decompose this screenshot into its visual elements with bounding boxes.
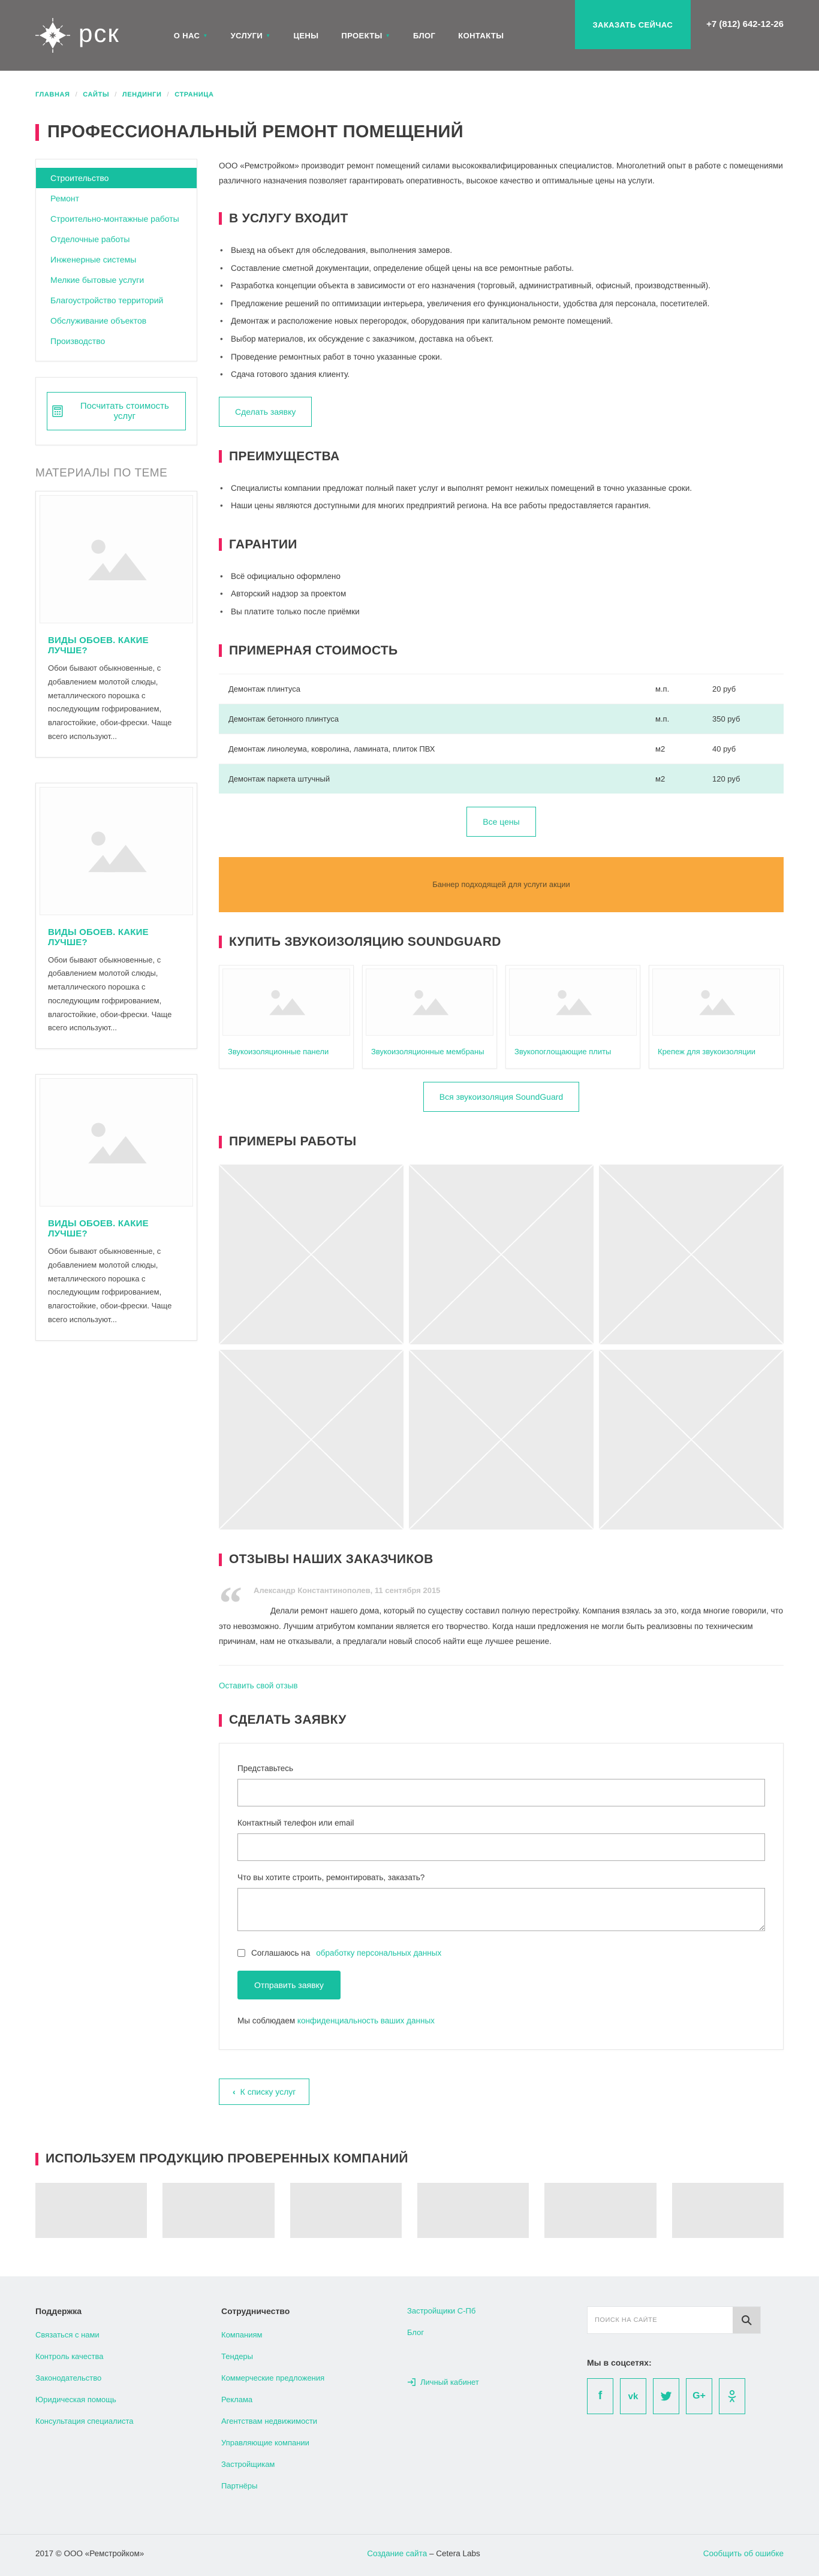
product-card[interactable]: [362, 965, 497, 1069]
bullet-item: • Проведение ремонтных работ в точно указанные сроки.: [219, 348, 784, 366]
snowflake-logo-icon: [35, 18, 70, 53]
testimonial-text: Делали ремонт нашего дома, который по существу составил полную перестройку. Компания взялась за это, когда многие говорили, что это невозможно. Лучшим атрибутом компании является его творчество. Когда наши предложения не могли быть реализовны по техническим причинам, нам не отказывали, а предлагали новый способ найти еще лучшее решение.: [219, 1606, 784, 1646]
price-name: Демонтаж линолеума, ковролина, ламината, плиток ПВХ: [228, 744, 435, 753]
back-to-services-button[interactable]: ‹ К списку услуг: [219, 2079, 309, 2105]
gallery-image-placeholder[interactable]: [599, 1165, 784, 1344]
price-value: 350 руб: [712, 714, 740, 723]
social-heading: Мы в соцсетях:: [587, 2358, 652, 2368]
search-input[interactable]: [588, 2307, 733, 2333]
footer-extra-column: [407, 2306, 587, 2503]
materials-heading: МАТЕРИАЛЫ ПО ТЕМЕ: [35, 467, 168, 479]
product-card[interactable]: [219, 965, 354, 1069]
sidebar-item-maintenance[interactable]: Обслуживание объектов: [50, 316, 147, 325]
footer-link-commercial-offers[interactable]: Коммерческие предложения: [221, 2373, 325, 2383]
section-advantages: ПРЕИМУЩЕСТВА: [219, 450, 784, 464]
partner-logo-placeholder: [290, 2183, 402, 2238]
sidebar-item-repair[interactable]: Ремонт: [50, 194, 80, 203]
image-placeholder-icon: [77, 532, 155, 587]
price-value: 20 руб: [712, 684, 736, 693]
price-unit: м.п.: [655, 684, 670, 693]
nav-blog[interactable]: БЛОГ: [413, 31, 436, 40]
soundguard-products: [219, 965, 784, 1069]
article-title-link[interactable]: ВИДЫ ОБОЕВ. КАКИЕ ЛУЧШЕ?: [48, 635, 149, 656]
message-field[interactable]: [237, 1888, 765, 1931]
privacy-link[interactable]: конфиденциальность ваших данных: [297, 2016, 435, 2026]
site-header: [0, 0, 819, 71]
article-card[interactable]: [35, 1074, 197, 1341]
price-table: [219, 674, 784, 794]
article-title-link[interactable]: ВИДЫ ОБОЕВ. КАКИЕ ЛУЧШЕ?: [48, 927, 149, 948]
gallery-image-placeholder[interactable]: [409, 1350, 594, 1530]
testimonial: [219, 1582, 784, 1666]
footer-link-developers[interactable]: Застройщикам: [221, 2460, 275, 2469]
section-soundguard: КУПИТЬ ЗВУКОИЗОЛЯЦИЮ SOUNDGUARD: [219, 935, 784, 949]
quote-icon: “: [219, 1582, 242, 1609]
price-value: 120 руб: [712, 774, 740, 783]
sidebar-item-finishing-works[interactable]: Отделочные работы: [50, 234, 130, 244]
section-work-examples: ПРИМЕРЫ РАБОТЫ: [219, 1135, 784, 1149]
gallery-image-placeholder[interactable]: [599, 1350, 784, 1530]
price-name: Демонтаж паркета штучный: [228, 774, 330, 783]
footer-link-blog[interactable]: Блог: [407, 2328, 424, 2337]
footer-link-legal-help[interactable]: Юридическая помощь: [35, 2395, 116, 2405]
partner-logo-placeholder: [417, 2183, 529, 2238]
main-nav: [174, 31, 504, 40]
footer-link-companies[interactable]: Компаниям: [221, 2330, 263, 2340]
section-partners: ИСПОЛЬЗУЕМ ПРОДУКЦИЮ ПРОВЕРЕННЫХ КОМПАНИЙ: [35, 2152, 784, 2166]
bullet-item: • Выезд на объект для обследования, выполнения замеров.: [219, 242, 784, 260]
section-reviews: ОТЗЫВЫ НАШИХ ЗАКАЗЧИКОВ: [219, 1552, 784, 1567]
calculator-box: [35, 377, 197, 445]
title-accent-bar: [219, 644, 222, 657]
article-card[interactable]: [35, 783, 197, 1049]
bullet-item: • Наши цены являются доступными для многих предприятий региона. На все работы предоставляется гарантия.: [219, 497, 784, 515]
report-error-link[interactable]: Сообщить об ошибке: [703, 2549, 784, 2559]
article-image-placeholder: [40, 787, 193, 915]
name-field[interactable]: [237, 1779, 765, 1806]
breadcrumb-landings[interactable]: ЛЕНДИНГИ: [122, 91, 162, 98]
title-accent-bar: [219, 538, 222, 551]
chevron-left-icon: ‹: [233, 2087, 236, 2097]
nav-projects[interactable]: ПРОЕКТЫ ▼: [341, 31, 391, 40]
breadcrumb-separator: /: [167, 91, 170, 98]
main-content: [219, 159, 784, 2105]
article-excerpt: Обои бывают обыкновенные, с добавлением молотой слюды, металлического порошка с последующим гофрированием, влагостойкие, обои-фрески. Чаще всего используют...: [48, 663, 172, 741]
partner-logo-placeholder: [544, 2183, 656, 2238]
table-row: [219, 674, 784, 704]
work-examples-gallery: [219, 1165, 784, 1530]
logo-text: рск: [79, 19, 120, 47]
partner-logos: [35, 2183, 784, 2238]
breadcrumb-sites[interactable]: САЙТЫ: [83, 91, 110, 98]
sidebar-item-landscaping[interactable]: Благоустройство территорий: [50, 295, 164, 305]
image-placeholder-icon: [263, 985, 311, 1019]
guarantees-list: [219, 568, 784, 621]
price-unit: м2: [655, 774, 666, 783]
gallery-image-placeholder[interactable]: [409, 1165, 594, 1344]
title-accent-bar: [219, 1714, 222, 1727]
message-label: Что вы хотите строить, ремонтировать, заказать?: [237, 1873, 425, 1883]
nav-services[interactable]: УСЛУГИ ▼: [230, 31, 271, 40]
testimonial-author: Александр Константинополев, 11 сентября 2015: [254, 1586, 441, 1595]
partner-logo-placeholder: [162, 2183, 274, 2238]
footer-link-real-estate-agencies[interactable]: Агентствам недвижимости: [221, 2417, 318, 2426]
sidebar-item-assembly-works[interactable]: Строительно-монтажные работы: [50, 214, 179, 224]
bullet-item: • Разработка концепции объекта в зависимости от его назначения (торговый, административный, офисный, производственный).: [219, 277, 784, 295]
ok-person: [727, 2390, 737, 2403]
article-card[interactable]: [35, 491, 197, 758]
partner-logo-placeholder: [35, 2183, 147, 2238]
sidebar-item-household-services[interactable]: Мелкие бытовые услуги: [50, 275, 144, 285]
logo[interactable]: [35, 18, 120, 53]
title-accent-bar: [219, 450, 222, 463]
bullet-item: • Демонтаж и расположение новых перегородок, оборудования при капитальном ремонте помещений.: [219, 312, 784, 330]
product-image-placeholder: [652, 969, 780, 1036]
gallery-image-placeholder[interactable]: [219, 1165, 404, 1344]
product-card[interactable]: [649, 965, 784, 1069]
price-value: 40 руб: [712, 744, 736, 753]
footer-link-tenders[interactable]: Тендеры: [221, 2352, 254, 2361]
article-image-placeholder: [40, 495, 193, 623]
gallery-image-placeholder[interactable]: [219, 1350, 404, 1530]
all-soundguard-button[interactable]: Вся звукоизоляция SoundGuard: [423, 1082, 579, 1112]
partner-logo-placeholder: [672, 2183, 784, 2238]
nav-contacts[interactable]: КОНТАКТЫ: [458, 31, 504, 40]
contact-label: Контактный телефон или email: [237, 1818, 354, 1828]
footer-link-legislation[interactable]: Законодательство: [35, 2373, 102, 2383]
product-image-placeholder: [366, 969, 493, 1036]
twitter-icon[interactable]: [653, 2378, 679, 2414]
image-placeholder-icon: [549, 985, 597, 1019]
chevron-down-icon: ▼: [203, 32, 208, 38]
site-credits: [367, 2549, 480, 2558]
privacy-text: Мы соблюдаем: [237, 2016, 296, 2026]
footer-heading: Поддержка: [35, 2306, 82, 2316]
table-row: [219, 764, 784, 794]
chevron-down-icon: ▼: [266, 32, 271, 38]
bullet-item: • Вы платите только после приёмки: [219, 603, 784, 621]
search-button[interactable]: [733, 2307, 760, 2333]
footer-search-column: [587, 2306, 784, 2503]
page-title: ПРОФЕССИОНАЛЬНЫЙ РЕМОНТ ПОМЕЩЕНИЙ: [35, 122, 784, 142]
footer-link-partners[interactable]: Партнёры: [221, 2481, 258, 2491]
consent-checkbox[interactable]: [237, 1949, 245, 1957]
sidebar-item-construction[interactable]: Строительство: [36, 168, 197, 188]
price-name: Демонтаж бетонного плинтуса: [228, 714, 339, 723]
site-footer: [0, 2276, 819, 2576]
product-card[interactable]: [505, 965, 640, 1069]
facebook-icon[interactable]: f: [587, 2378, 613, 2414]
price-unit: м2: [655, 744, 666, 753]
site-search: [587, 2306, 761, 2334]
table-row: [219, 704, 784, 734]
article-image-placeholder: [40, 1078, 193, 1206]
order-now-button[interactable]: ЗАКАЗАТЬ СЕЙЧАС: [575, 0, 691, 49]
product-image-placeholder: [222, 969, 350, 1036]
section-services-included: В УСЛУГУ ВХОДИТ: [219, 212, 784, 226]
personal-account-link[interactable]: Личный кабинет: [407, 2378, 479, 2387]
report-error: [703, 2549, 784, 2558]
site-credits-text: – Cetera Labs: [429, 2549, 480, 2559]
footer-support-column: [35, 2306, 221, 2503]
leave-review-link[interactable]: Оставить свой отзыв: [219, 1681, 298, 1691]
article-excerpt: Обои бывают обыкновенные, с добавлением молотой слюды, металлического порошка с последующим гофрированием, влагостойкие, обои-фрески. Чаще всего используют...: [48, 955, 172, 1033]
price-name: Демонтаж плинтуса: [228, 684, 300, 693]
title-accent-bar: [219, 212, 222, 225]
footer-link-management-companies[interactable]: Управляющие компании: [221, 2438, 309, 2448]
all-prices-button[interactable]: Все цены: [466, 807, 535, 837]
product-title-link[interactable]: Звукоизоляционные панели: [228, 1046, 329, 1056]
services-menu: [35, 159, 197, 361]
google-plus-icon[interactable]: G+: [686, 2378, 712, 2414]
vk-icon[interactable]: vk: [620, 2378, 646, 2414]
make-request-button[interactable]: Сделать заявку: [219, 397, 312, 427]
chevron-down-icon: ▼: [385, 32, 391, 38]
footer-link-quality-control[interactable]: Контроль качества: [35, 2352, 104, 2361]
request-form: [219, 1743, 784, 2050]
advantages-list: [219, 479, 784, 515]
partners-section: [35, 2152, 784, 2238]
copyright: 2017 © ООО «Ремстройком»: [35, 2549, 144, 2559]
bullet-item: • Специалисты компании предложат полный пакет услуг и выполнят ремонт нежилых помещений в точно указанные сроки.: [219, 479, 784, 497]
phone-number: +7 (812) 642-12-26: [706, 19, 784, 29]
title-accent-bar: [35, 2153, 38, 2165]
image-placeholder-icon: [692, 985, 740, 1019]
sidebar-item-production[interactable]: Производство: [50, 336, 106, 346]
site-credits-link[interactable]: Создание сайта: [367, 2549, 427, 2559]
name-label: Представьтесь: [237, 1764, 294, 1773]
article-title-link[interactable]: ВИДЫ ОБОЕВ. КАКИЕ ЛУЧШЕ?: [48, 1218, 149, 1239]
footer-link-contact-us[interactable]: Связаться с нами: [35, 2330, 100, 2340]
footer-heading: Сотрудничество: [221, 2306, 290, 2316]
section-request-form: СДЕЛАТЬ ЗАЯВКУ: [219, 1713, 784, 1727]
bullet-item: • Всё официально оформлено: [219, 568, 784, 586]
article-excerpt: Обои бывают обыкновенные, с добавлением молотой слюды, металлического порошка с последующим гофрированием, влагостойкие, обои-фрески. Чаще всего используют...: [48, 1247, 172, 1324]
bullet-item: • Предложение решений по оптимизации интерьера, увеличения его функциональности, удобства для персонала, посетителей.: [219, 295, 784, 313]
product-title-link[interactable]: Звукоизоляционные мембраны: [371, 1046, 484, 1056]
footer-link-specialist-consult[interactable]: Консультация специалиста: [35, 2417, 134, 2426]
product-image-placeholder: [509, 969, 637, 1036]
calculator-icon: [52, 405, 63, 417]
image-placeholder-icon: [77, 1115, 155, 1170]
submit-request-button[interactable]: Отправить заявку: [237, 1971, 341, 1999]
table-row: [219, 734, 784, 764]
breadcrumb: [35, 91, 784, 98]
promo-banner: Баннер подходящей для услуги акции: [219, 857, 784, 912]
twitter-bird: [660, 2391, 672, 2402]
breadcrumb-home[interactable]: ГЛАВНАЯ: [35, 91, 70, 98]
personal-data-link[interactable]: обработку персональных данных: [316, 1948, 442, 1958]
calculate-cost-button[interactable]: Посчитать стоимость услуг: [47, 392, 186, 430]
intro-paragraph: ООО «Ремстройком» производит ремонт помещений силами высококвалифицированных специалистов. Многолетний опыт в работе с помещениями различного назначения позволяет гарантировать оперативность, высокое качество и оптимальные цены на услуги.: [219, 161, 783, 185]
services-included-list: [219, 242, 784, 384]
social-icons: [587, 2378, 784, 2414]
search-icon: [740, 2314, 752, 2326]
breadcrumb-separator: /: [75, 91, 78, 98]
image-placeholder-icon: [406, 985, 454, 1019]
contact-field[interactable]: [237, 1833, 765, 1861]
nav-prices[interactable]: ЦЕНЫ: [293, 31, 319, 40]
title-accent-bar: [219, 936, 222, 948]
price-unit: м.п.: [655, 714, 670, 723]
section-pricing: ПРИМЕРНАЯ СТОИМОСТЬ: [219, 644, 784, 658]
section-guarantees: ГАРАНТИИ: [219, 538, 784, 552]
nav-about[interactable]: О НАС ▼: [173, 31, 208, 40]
footer-link-developers-spb[interactable]: Застройщики С-Пб: [407, 2306, 476, 2316]
sidebar: [35, 159, 197, 1366]
bullet-item: • Выбор материалов, их обсуждение с заказчиком, доставка на объект.: [219, 330, 784, 348]
breadcrumb-current: СТРАНИЦА: [174, 91, 214, 98]
odnoklassniki-icon[interactable]: [719, 2378, 745, 2414]
title-accent-bar: [219, 1136, 222, 1148]
title-accent-bar: [35, 124, 39, 141]
footer-cooperation-column: [221, 2306, 407, 2503]
product-title-link[interactable]: Крепеж для звукоизоляции: [658, 1046, 756, 1056]
bullet-item: • Сдача готового здания клиенту.: [219, 366, 784, 384]
consent-text: Соглашаюсь на: [251, 1948, 311, 1958]
bullet-item: • Составление сметной документации, определение общей цены на все ремонтные работы.: [219, 260, 784, 277]
bullet-item: • Авторский надзор за проектом: [219, 585, 784, 603]
title-accent-bar: [219, 1554, 222, 1566]
sidebar-item-engineering-systems[interactable]: Инженерные системы: [50, 255, 137, 264]
login-icon: [407, 2378, 416, 2387]
breadcrumb-separator: /: [115, 91, 117, 98]
image-placeholder-icon: [77, 824, 155, 879]
product-title-link[interactable]: Звукопоглощающие плиты: [514, 1046, 612, 1056]
footer-link-advertising[interactable]: Реклама: [221, 2395, 253, 2405]
